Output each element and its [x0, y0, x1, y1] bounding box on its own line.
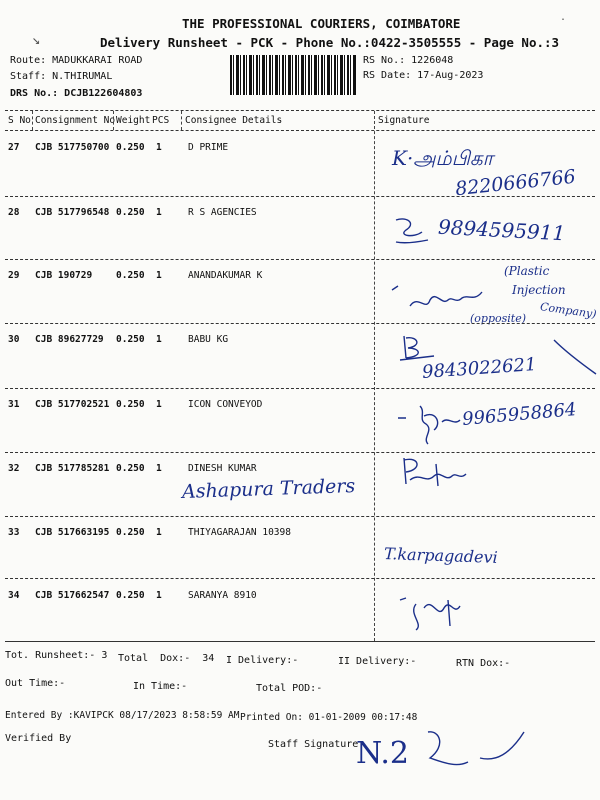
row-consignment: CJB 517663195	[35, 527, 110, 538]
row-divider	[5, 388, 595, 389]
handwritten-phone: 9894595911	[437, 214, 566, 246]
row-pcs: 1	[156, 270, 162, 281]
document-title: THE PROFESSIONAL COURIERS, COIMBATORE	[182, 16, 461, 31]
signature-scribble	[396, 454, 468, 496]
total-runsheet: Tot. Runsheet:- 3	[5, 650, 108, 661]
handwritten-phone: 9843022621	[421, 354, 538, 383]
handwritten-phone: 9965958864	[461, 399, 578, 430]
handwritten-signature: T.karpagadevi	[383, 544, 499, 567]
row-consignee: BABU KG	[188, 334, 229, 345]
col-divider	[181, 111, 182, 130]
row-pcs: 1	[156, 590, 162, 601]
table-bottom-rule	[5, 641, 595, 642]
row-weight: 0.250	[116, 463, 145, 474]
row-sno: 27	[8, 142, 20, 153]
handwritten-note: Company)	[539, 300, 598, 321]
total-dox: Total Dox:- 34	[118, 653, 215, 664]
staff-signature-label: Staff Signature	[268, 739, 359, 750]
row-weight: 0.250	[116, 334, 145, 345]
barcode	[230, 55, 356, 95]
handwritten-signature: K·அம்பிகா	[392, 146, 494, 170]
row-consignment: CJB 190729	[35, 270, 93, 281]
signature-scribble	[398, 334, 438, 362]
row-sno: 29	[8, 270, 20, 281]
row-consignment: CJB 517662547	[35, 590, 110, 601]
col-pcs: PCS	[152, 115, 170, 126]
handwritten-note: (Plastic	[504, 264, 550, 278]
row-consignment: CJB 89627729	[35, 334, 104, 345]
row-consignee: ANANDAKUMAR K	[188, 270, 263, 281]
col-sno: S No	[8, 115, 31, 126]
rs-date: RS Date: 17-Aug-2023	[363, 70, 484, 81]
row-sno: 33	[8, 527, 20, 538]
pen-stroke	[552, 338, 598, 378]
handwritten-note: Injection	[512, 283, 566, 297]
signature-scribble	[420, 728, 530, 778]
scan-mark: ↘	[32, 32, 41, 48]
handwritten-company-name: Ashapura Traders	[181, 474, 356, 504]
row-pcs: 1	[156, 334, 162, 345]
row-divider	[5, 452, 595, 453]
ii-delivery: II Delivery:-	[338, 656, 417, 667]
scan-mark: .	[560, 12, 567, 23]
col-weight: Weight	[116, 115, 151, 126]
row-consignment: CJB 517785281	[35, 463, 110, 474]
row-weight: 0.250	[116, 399, 145, 410]
handwritten-note: (opposite)	[470, 312, 527, 325]
col-consignee: Consignee Details	[185, 115, 283, 126]
row-pcs: 1	[156, 527, 162, 538]
row-sno: 31	[8, 399, 20, 410]
row-divider	[5, 323, 595, 324]
row-consignment: CJB 517796548	[35, 207, 110, 218]
row-weight: 0.250	[116, 207, 145, 218]
row-weight: 0.250	[116, 527, 145, 538]
row-consignee: ICON CONVEYOD	[188, 399, 263, 410]
row-divider	[5, 578, 595, 579]
route-label: Route: MADUKKARAI ROAD	[10, 55, 143, 66]
row-pcs: 1	[156, 207, 162, 218]
signature-column-divider	[374, 111, 375, 641]
signature-scribble	[392, 214, 432, 250]
signature-scribble	[398, 590, 470, 634]
drs-number: DRS No.: DCJB122604803	[10, 88, 143, 99]
row-consignment: CJB 517750700	[35, 142, 110, 153]
row-divider	[5, 516, 595, 517]
row-pcs: 1	[156, 399, 162, 410]
signature-scribble	[396, 402, 466, 448]
col-divider	[113, 111, 114, 130]
row-sno: 34	[8, 590, 20, 601]
row-sno: 30	[8, 334, 20, 345]
handwritten-phone: 8220666766	[454, 165, 577, 201]
document-subtitle: Delivery Runsheet - PCK - Phone No.:0422-3505555 - Page No.:3	[100, 35, 560, 50]
row-weight: 0.250	[116, 270, 145, 281]
col-divider	[32, 111, 33, 130]
row-pcs: 1	[156, 142, 162, 153]
i-delivery: I Delivery:-	[226, 655, 299, 666]
row-consignee: THIYAGARAJAN 10398	[188, 527, 291, 538]
staff-handwritten-signature: N.2	[356, 736, 409, 771]
header-top-rule	[5, 110, 595, 111]
row-consignee: R S AGENCIES	[188, 207, 257, 218]
rtn-dox: RTN Dox:-	[456, 658, 511, 669]
row-divider	[5, 196, 595, 197]
rs-number: RS No.: 1226048	[363, 55, 454, 66]
in-time: In Time:-	[133, 681, 188, 692]
row-consignee: SARANYA 8910	[188, 590, 257, 601]
row-weight: 0.250	[116, 590, 145, 601]
staff-label: Staff: N.THIRUMAL	[10, 71, 113, 82]
row-pcs: 1	[156, 463, 162, 474]
header-bottom-rule	[5, 130, 595, 131]
verified-by: Verified By	[5, 733, 72, 744]
out-time: Out Time:-	[5, 678, 66, 689]
row-sno: 32	[8, 463, 20, 474]
row-consignee: D PRIME	[188, 142, 229, 153]
row-divider	[5, 259, 595, 260]
col-signature: Signature	[378, 115, 430, 126]
row-weight: 0.250	[116, 142, 145, 153]
row-consignee: DINESH KUMAR	[188, 463, 257, 474]
row-sno: 28	[8, 207, 20, 218]
printed-on: Printed On: 01-01-2009 00:17:48	[240, 712, 418, 723]
col-consignment: Consignment No	[35, 115, 116, 126]
total-pod: Total POD:-	[256, 683, 323, 694]
row-consignment: CJB 517702521	[35, 399, 110, 410]
entered-by: Entered By :KAVIPCK 08/17/2023 8:58:59 AM	[5, 710, 240, 721]
